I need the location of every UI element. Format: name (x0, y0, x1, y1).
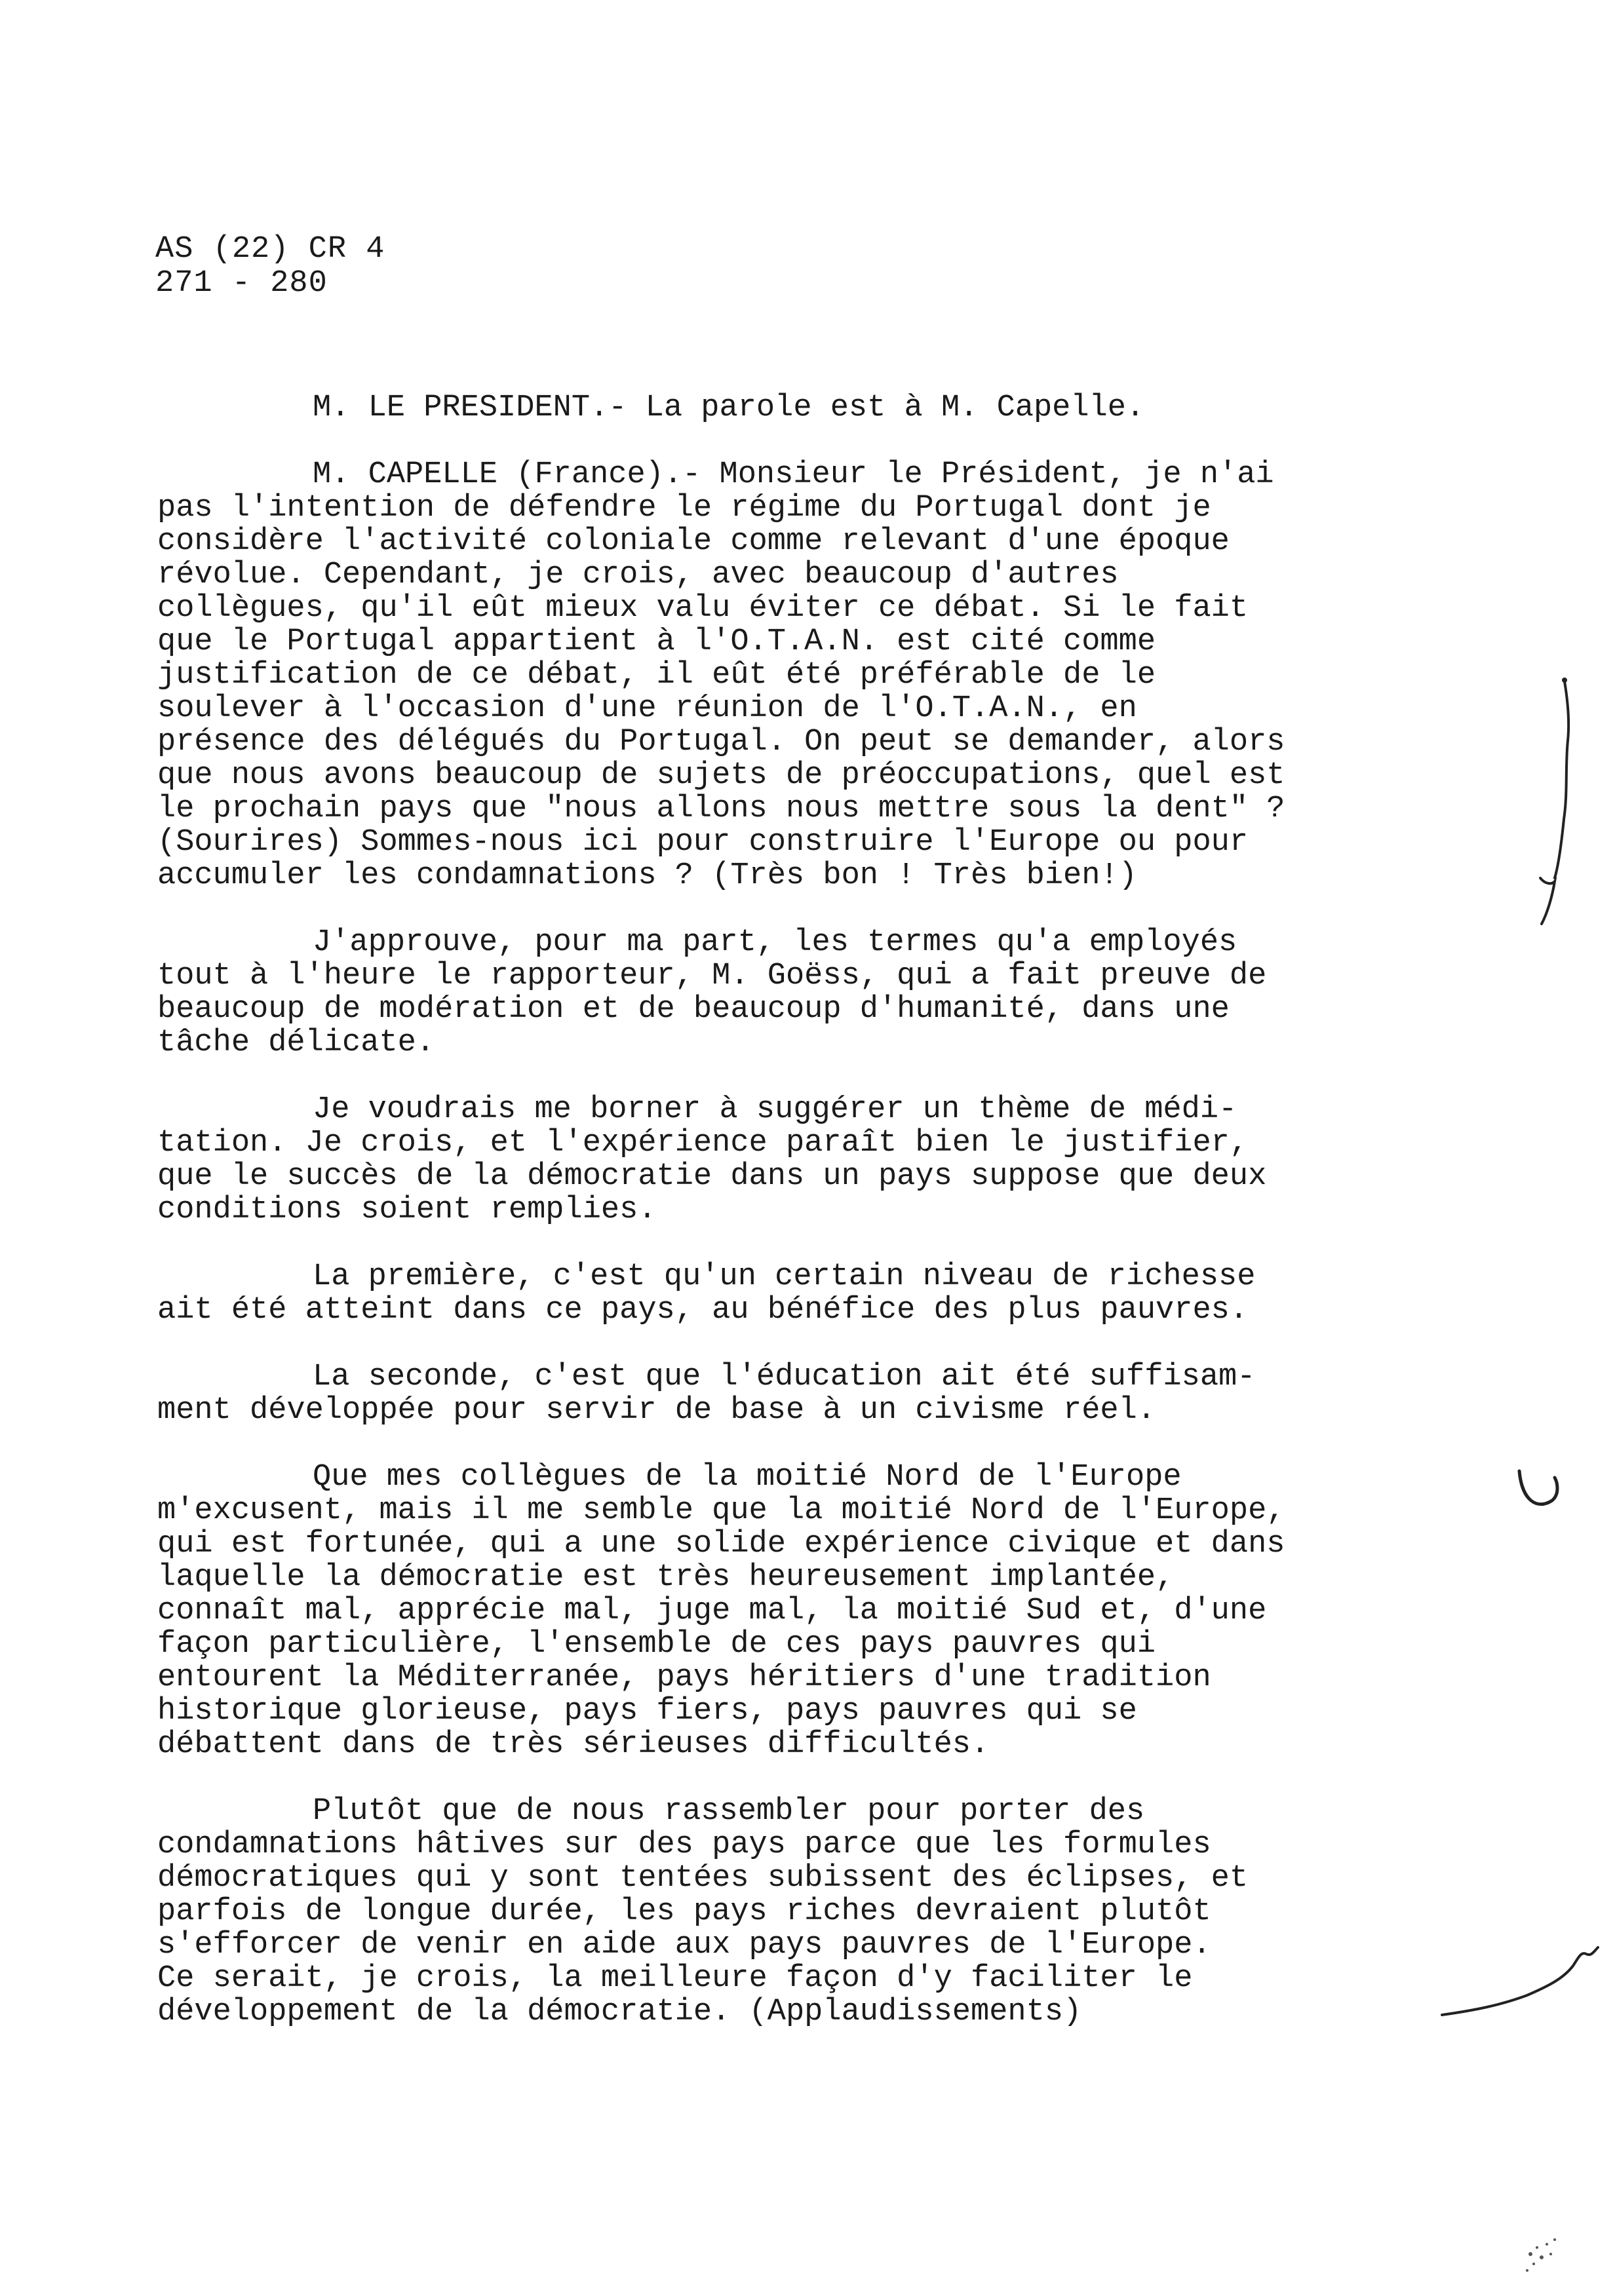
text-line: développement de la démocratie. (Applaudissements) (157, 1995, 1082, 2029)
text-line: La seconde, c'est que l'éducation ait été suffisam- (313, 1360, 1256, 1394)
margin-pen-stroke-mark (1442, 1947, 1598, 2015)
text-line: façon particulière, l'ensemble de ces pays pauvres qui (157, 1627, 1156, 1662)
text-line: Je voudrais me borner à suggérer un thème de médi- (313, 1092, 1237, 1127)
text-line: historique glorieuse, pays fiers, pays pauvres qui se (157, 1694, 1137, 1729)
text-line: soulever à l'occasion d'une réunion de l'O.T.A.N., en (157, 691, 1137, 726)
text-line: que nous avons beaucoup de sujets de préoccupations, quel est (157, 758, 1285, 793)
text-line: Ce serait, je crois, la meilleure façon d'y faciliter le (157, 1961, 1193, 1996)
text-line: que le Portugal appartient à l'O.T.A.N. est cité comme (157, 624, 1156, 659)
paragraph-president (157, 391, 1376, 425)
text-line: (Sourires) Sommes-nous ici pour construire l'Europe ou pour (157, 825, 1249, 860)
paragraph-conclusion (157, 1795, 1376, 2029)
text-line: Plutôt que de nous rassembler pour porter des (313, 1794, 1145, 1829)
text-line: révolue. Cependant, je crois, avec beaucoup d'autres (157, 558, 1119, 592)
text-line: que le succès de la démocratie dans un pays suppose que deux (157, 1159, 1267, 1194)
text-line: ment développée pour servir de base à un civisme réel. (157, 1393, 1156, 1428)
margin-dot-mark (1562, 678, 1567, 683)
text-line: entourent la Méditerranée, pays héritiers d'une tradition (157, 1660, 1211, 1695)
text-line: tation. Je crois, et l'expérience paraît bien le justifier, (157, 1126, 1249, 1160)
text-line: M. LE PRESIDENT.- La parole est à M. Capelle. (313, 391, 1145, 425)
text-line: présence des délégués du Portugal. On peut se demander, alors (157, 725, 1285, 759)
text-line: débattent dans de très sérieuses difficultés. (157, 1727, 990, 1762)
paragraph-north-south (157, 1461, 1376, 1761)
paragraph-rapporteur (157, 926, 1376, 1060)
text-line: pas l'intention de défendre le régime du Portugal dont je (157, 491, 1211, 526)
text-line: tâche délicate. (157, 1025, 435, 1060)
text-line: tout à l'heure le rapporteur, M. Goëss, qui a fait preuve de (157, 959, 1267, 993)
text-line: Que mes collègues de la moitié Nord de l'Europe (313, 1460, 1182, 1495)
text-line: qui est fortunée, qui a une solide expérience civique et dans (157, 1527, 1285, 1561)
text-line: collègues, qu'il eût mieux valu éviter ce débat. Si le fait (157, 591, 1249, 626)
page-range: 271 - 280 (155, 266, 328, 301)
text-line: laquelle la démocratie est très heureusement implantée, (157, 1560, 1175, 1595)
text-line: J'approuve, pour ma part, les termes qu'a employés (313, 925, 1237, 960)
text-line: connaît mal, apprécie mal, juge mal, la moitié Sud et, d'une (157, 1594, 1267, 1628)
text-line: s'efforcer de venir en aide aux pays pauvres de l'Europe. (157, 1928, 1211, 1962)
text-line: justification de ce débat, il eût été préférable de le (157, 658, 1156, 693)
text-line: M. CAPELLE (France).- Monsieur le Président, je n'ai (313, 457, 1274, 492)
text-line: considère l'activité coloniale comme relevant d'une époque (157, 524, 1230, 559)
margin-bracket-mark (1540, 681, 1568, 924)
text-line: beaucoup de modération et de beaucoup d'humanité, dans une (157, 992, 1230, 1027)
text-line: m'excusent, mais il me semble que la moitié Nord de l'Europe, (157, 1493, 1285, 1528)
scan-speckle-mark (1526, 2238, 1556, 2272)
paragraph-meditation (157, 1093, 1376, 1227)
text-line: démocratiques qui y sont tentées subissent des éclipses, et (157, 1861, 1249, 1896)
document-body (157, 391, 1376, 2062)
text-line: accumuler les condamnations ? (Très bon ! Très bien!) (157, 858, 1137, 893)
paragraph-first-condition (157, 1260, 1376, 1327)
text-line: condamnations hâtives sur des pays parce que les formules (157, 1827, 1211, 1862)
document-reference (155, 233, 385, 301)
paragraph-capelle-intro (157, 458, 1376, 892)
paragraph-second-condition (157, 1360, 1376, 1427)
margin-hook-mark (1519, 1471, 1557, 1504)
text-line: ait été atteint dans ce pays, au bénéfice des plus pauvres. (157, 1293, 1249, 1328)
text-line: le prochain pays que "nous allons nous mettre sous la dent" ? (157, 792, 1285, 826)
text-line: La première, c'est qu'un certain niveau de richesse (313, 1259, 1256, 1294)
text-line: parfois de longue durée, les pays riches devraient plutôt (157, 1894, 1211, 1929)
reference-code: AS (22) CR 4 (155, 232, 385, 267)
text-line: conditions soient remplies. (157, 1193, 657, 1227)
